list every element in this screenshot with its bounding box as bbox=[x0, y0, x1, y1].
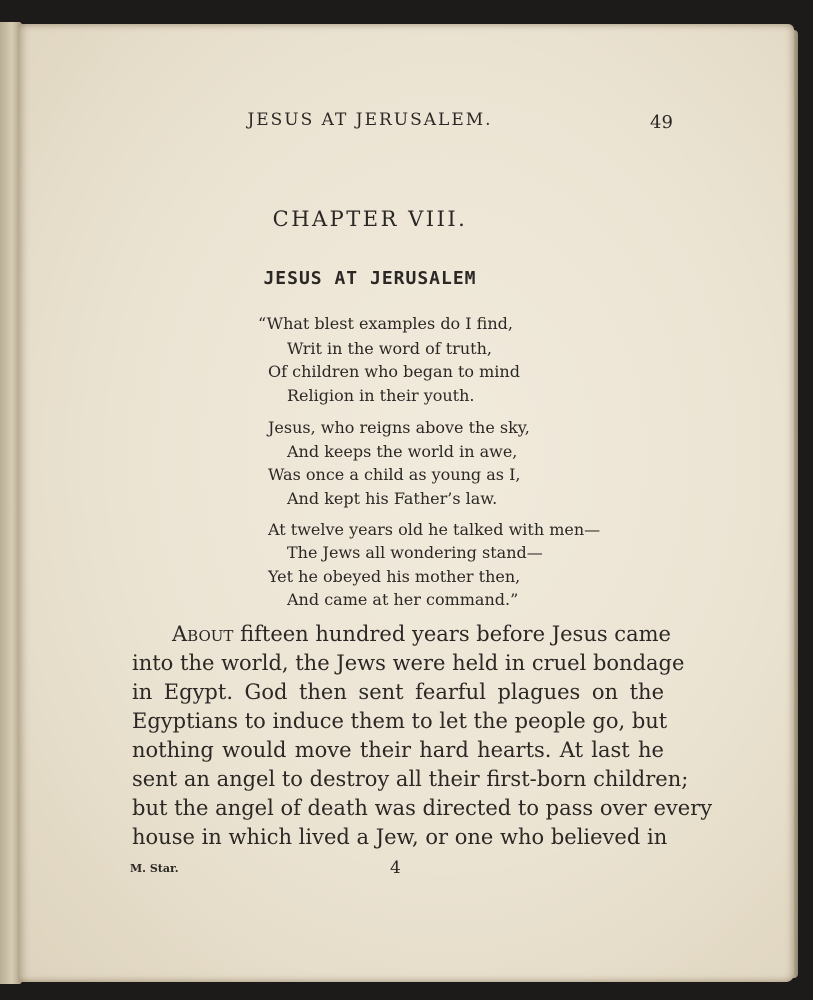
poem-line: Was once a child as young as I, bbox=[268, 465, 521, 484]
body-line: sent an angel to destroy all their first-born children; bbox=[132, 767, 689, 791]
poem-line: And keeps the world in awe, bbox=[287, 442, 518, 461]
page-number: 49 bbox=[650, 112, 673, 133]
poem-line: Jesus, who reigns above the sky, bbox=[268, 418, 530, 437]
chapter-title: JESUS AT JERUSALEM bbox=[263, 268, 477, 289]
body-line: nothing would move their hard hearts. At last he bbox=[132, 738, 664, 762]
poem-line: And kept his Father’s law. bbox=[287, 489, 498, 508]
running-head: JESUS AT JERUSALEM. bbox=[247, 110, 493, 130]
poem-line: Yet he obeyed his mother then, bbox=[268, 567, 521, 586]
body-line-rest: fifteen hundred years before Jesus came bbox=[233, 622, 671, 646]
drop-word: About bbox=[172, 622, 234, 646]
body-line: Egyptians to induce them to let the people go, but bbox=[132, 709, 668, 733]
poem-line: And came at her command.” bbox=[287, 590, 519, 609]
poem-line: Religion in their youth. bbox=[287, 386, 475, 405]
signature-number: 4 bbox=[390, 858, 401, 878]
poem-line: Of children who began to mind bbox=[268, 362, 520, 381]
body-line: house in which lived a Jew, or one who believed in bbox=[132, 825, 668, 849]
body-line: in Egypt. God then sent fearful plagues on the bbox=[132, 680, 664, 704]
poem-line: “What blest examples do I find, bbox=[258, 314, 513, 333]
body-line: but the angel of death was directed to pass over every bbox=[132, 796, 713, 820]
poem-line: Writ in the word of truth, bbox=[287, 339, 492, 358]
chapter-number: CHAPTER VIII. bbox=[272, 207, 468, 231]
body-line bbox=[172, 622, 671, 646]
poem-line: At twelve years old he talked with men— bbox=[268, 520, 601, 539]
printer-signature: M. Star. bbox=[130, 862, 179, 875]
poem-line: The Jews all wondering stand— bbox=[287, 543, 543, 562]
body-line: into the world, the Jews were held in cruel bondage bbox=[132, 651, 685, 675]
